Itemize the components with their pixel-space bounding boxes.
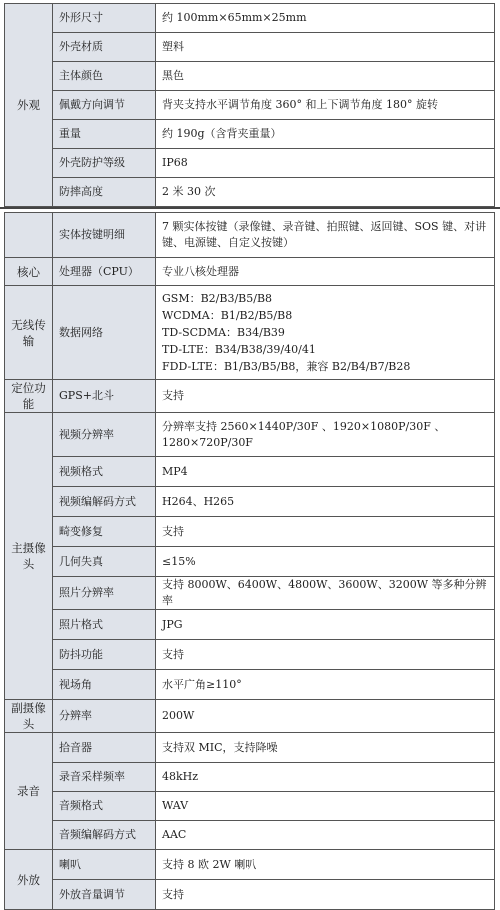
- category-cell: 无线传输: [5, 286, 53, 380]
- spec-name: 外形尺寸: [53, 4, 156, 33]
- spec-value: 48kHz: [156, 763, 495, 792]
- spec-name: 实体按键明细: [53, 213, 156, 258]
- spec-value: 分辨率支持 2560×1440P/30F 、1920×1080P/30F 、1280×720P/30F: [156, 413, 495, 457]
- spec-value: 7 颗实体按键（录像键、录音键、拍照键、返回键、SOS 键、对讲键、电源键、自定义按键）: [156, 213, 495, 258]
- spec-name: 照片分辨率: [53, 577, 156, 610]
- spec-value: 支持双 MIC，支持降噪: [156, 733, 495, 763]
- spec-value: 2 米 30 次: [156, 178, 495, 207]
- spec-value: MP4: [156, 457, 495, 487]
- spec-name: GPS+北斗: [53, 380, 156, 413]
- band-line: GSM：B2/B3/B5/B8: [162, 292, 273, 305]
- spec-value: 支持: [156, 517, 495, 547]
- spec-name: 音频格式: [53, 792, 156, 821]
- page-break-line: [0, 207, 500, 209]
- band-line: TD-SCDMA：B34/B39: [162, 326, 285, 339]
- spec-value: H264、H265: [156, 487, 495, 517]
- spec-name: 拾音器: [53, 733, 156, 763]
- spec-name: 防抖功能: [53, 640, 156, 670]
- spec-value: 约 190g（含背夹重量）: [156, 120, 495, 149]
- spec-name: 视频分辨率: [53, 413, 156, 457]
- spec-value: 约 100mm×65mm×25mm: [156, 4, 495, 33]
- spec-name: 外壳防护等级: [53, 149, 156, 178]
- spec-name: 外壳材质: [53, 33, 156, 62]
- category-cell: 录音: [5, 733, 53, 850]
- spec-value: 支持 8000W、6400W、4800W、3600W、3200W 等多种分辨率: [156, 577, 495, 610]
- spec-value: IP68: [156, 149, 495, 178]
- spec-value: 黑色: [156, 62, 495, 91]
- feature-spec-table: [4, 212, 495, 910]
- spec-name: 喇叭: [53, 850, 156, 880]
- spec-value: 专业八核处理器: [156, 258, 495, 286]
- spec-value: 塑料: [156, 33, 495, 62]
- category-cell: [5, 213, 53, 258]
- spec-name: 照片格式: [53, 610, 156, 640]
- spec-name: 数据网络: [53, 286, 156, 380]
- spec-value: WAV: [156, 792, 495, 821]
- band-line: FDD-LTE：B1/B3/B5/B8，兼容 B2/B4/B7/B28: [162, 360, 411, 373]
- spec-name: 外放音量调节: [53, 880, 156, 910]
- category-cell: 主摄像头: [5, 413, 53, 700]
- spec-name: 畸变修复: [53, 517, 156, 547]
- spec-value: 支持: [156, 640, 495, 670]
- spec-value: JPG: [156, 610, 495, 640]
- category-cell: 外观: [5, 4, 53, 207]
- spec-value: ≤15%: [156, 547, 495, 577]
- spec-name: 视频编解码方式: [53, 487, 156, 517]
- spec-value: 背夹支持水平调节角度 360° 和上下调节角度 180° 旋转: [156, 91, 495, 120]
- spec-name: 处理器（CPU）: [53, 258, 156, 286]
- spec-name: 分辨率: [53, 700, 156, 733]
- spec-value: 200W: [156, 700, 495, 733]
- spec-name: 主体颜色: [53, 62, 156, 91]
- spec-name: 几何失真: [53, 547, 156, 577]
- spec-name: 音频编解码方式: [53, 821, 156, 850]
- band-line: WCDMA：B1/B2/B5/B8: [162, 309, 293, 322]
- band-line: TD-LTE：B34/B38/39/40/41: [162, 343, 316, 356]
- spec-value: 支持 8 欧 2W 喇叭: [156, 850, 495, 880]
- spec-name: 视场角: [53, 670, 156, 700]
- spec-name: 视频格式: [53, 457, 156, 487]
- network-bands: [156, 286, 495, 380]
- spec-value: 支持: [156, 380, 495, 413]
- appearance-spec-table: [4, 3, 495, 207]
- category-cell: 外放: [5, 850, 53, 910]
- spec-name: 佩戴方向调节: [53, 91, 156, 120]
- category-cell: 核心: [5, 258, 53, 286]
- category-cell: 定位功能: [5, 380, 53, 413]
- spec-value: 支持: [156, 880, 495, 910]
- spec-name: 防摔高度: [53, 178, 156, 207]
- spec-name: 录音采样频率: [53, 763, 156, 792]
- spec-value: AAC: [156, 821, 495, 850]
- spec-value: 水平广角≥110°: [156, 670, 495, 700]
- spec-name: 重量: [53, 120, 156, 149]
- category-cell: 副摄像头: [5, 700, 53, 733]
